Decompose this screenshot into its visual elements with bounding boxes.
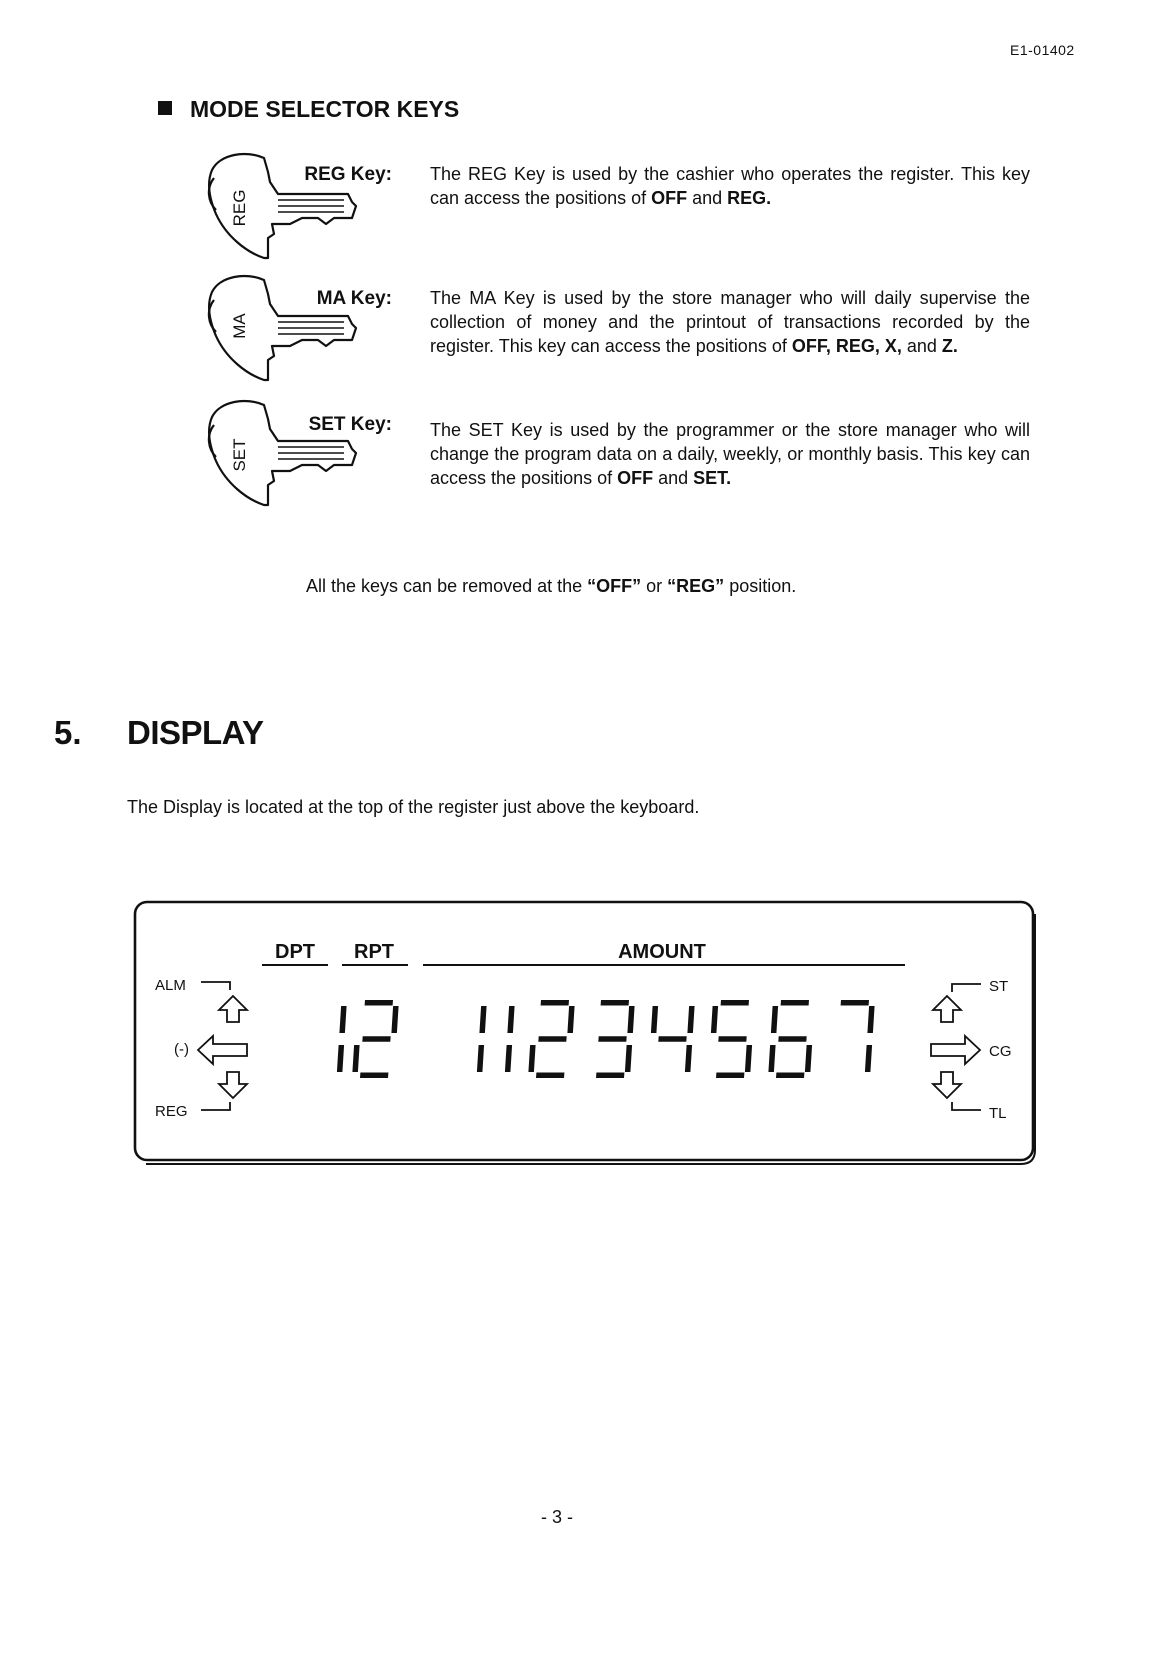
- segment-g: [362, 1036, 390, 1042]
- reg-down-arrow-icon: [219, 1072, 247, 1098]
- dpt-value-digit: [337, 1006, 347, 1072]
- dpt-value-digit: [352, 1000, 398, 1078]
- segment-a: [841, 1000, 869, 1006]
- segment-c: [625, 1045, 632, 1072]
- amount-value-digit: [841, 1000, 875, 1072]
- segment-c: [865, 1045, 872, 1072]
- segment-e: [528, 1045, 535, 1072]
- segment-g: [778, 1036, 806, 1042]
- minus-left-arrow-icon: [198, 1036, 247, 1064]
- segment-b: [567, 1006, 574, 1033]
- st-bracket: [952, 984, 981, 992]
- amount-value-digit: [596, 1000, 635, 1078]
- segment-g: [538, 1036, 566, 1042]
- rpt-header: RPT: [354, 941, 394, 963]
- segment-b: [687, 1006, 694, 1033]
- segment-b: [391, 1006, 398, 1033]
- segment-b: [339, 1006, 346, 1033]
- segment-a: [365, 1000, 393, 1006]
- segment-e: [768, 1045, 775, 1072]
- reg-key-description: The REG Key is used by the cashier who operates the register. This key can access the positions of OFF and REG.: [430, 164, 1030, 208]
- amount-value-digit: [528, 1000, 574, 1078]
- cg-label: CG: [989, 1043, 1012, 1060]
- key-stamp-set: SET: [230, 438, 249, 472]
- alm-bracket: [201, 982, 230, 990]
- amount-header: AMOUNT: [618, 941, 706, 963]
- segment-g: [598, 1036, 626, 1042]
- display-panel-shadow: [146, 914, 1035, 1164]
- set-key-icon: [206, 395, 366, 511]
- chapter-title: DISPLAY: [127, 714, 264, 751]
- ma-key-label: MA Key:: [316, 288, 392, 309]
- dpt-header: DPT: [275, 941, 315, 963]
- st-label: ST: [989, 978, 1009, 995]
- segment-a: [721, 1000, 749, 1006]
- segment-a: [541, 1000, 569, 1006]
- amount-value-digit: [505, 1006, 515, 1072]
- square-bullet-icon: [158, 101, 172, 115]
- set-key-description: The SET Key is used by the programmer or the store manager who will change the program data on a daily, weekly, or monthly basis. This key can access the positions of OFF and SET.: [430, 420, 1030, 488]
- segment-a: [601, 1000, 629, 1006]
- segment-d: [360, 1073, 388, 1079]
- tl-label: TL: [989, 1105, 1007, 1122]
- chapter-number: 5.: [54, 714, 82, 751]
- st-up-arrow-icon: [933, 996, 961, 1022]
- document-number: E1-01402: [1010, 42, 1075, 58]
- amount-value: [505, 1000, 875, 1078]
- key-removal-note: All the keys can be removed at the “OFF” or “REG” position.: [306, 576, 797, 596]
- set-key-label: SET Key:: [308, 414, 392, 435]
- key-stamp-ma: MA: [230, 313, 249, 339]
- section-heading: [158, 96, 459, 123]
- segment-c: [685, 1045, 692, 1072]
- segment-d: [776, 1073, 804, 1079]
- cg-right-arrow-icon: [931, 1036, 980, 1064]
- segment-d: [536, 1073, 564, 1079]
- segment-g: [658, 1036, 686, 1042]
- tl-bracket: [952, 1102, 981, 1110]
- amount-value-digit: [768, 1000, 812, 1078]
- segment-e: [352, 1045, 359, 1072]
- alm-label: ALM: [155, 977, 186, 994]
- segment-d: [716, 1073, 744, 1079]
- minus-label: (-): [174, 1041, 189, 1058]
- segment-b: [479, 1006, 486, 1033]
- rpt-value-digit: [477, 1006, 487, 1072]
- segment-c: [337, 1045, 344, 1072]
- segment-b: [627, 1006, 634, 1033]
- amount-value-digit: [651, 1006, 695, 1072]
- segment-d: [596, 1073, 624, 1079]
- amount-value-digit: [711, 1000, 752, 1078]
- alm-up-arrow-icon: [219, 996, 247, 1022]
- segment-c: [505, 1045, 512, 1072]
- reg-label: REG: [155, 1103, 188, 1120]
- seven-segment-digits: [337, 1000, 875, 1078]
- section-title: MODE SELECTOR KEYS: [190, 96, 460, 122]
- rpt-value: [477, 1006, 487, 1072]
- segment-g: [718, 1036, 746, 1042]
- segment-c: [745, 1045, 752, 1072]
- segment-c: [477, 1045, 484, 1072]
- segment-c: [805, 1045, 812, 1072]
- dpt-value: [337, 1000, 399, 1078]
- key-stamp-reg: REG: [230, 189, 249, 227]
- segment-f: [771, 1006, 778, 1033]
- display-description: The Display is located at the top of the register just above the keyboard.: [127, 797, 700, 817]
- segment-b: [507, 1006, 514, 1033]
- page-number: - 3 -: [541, 1507, 574, 1527]
- ma-key-description: The MA Key is used by the store manager who will daily supervise the collection of money and the printout of transactions recorded by the register. This key can access the positions of OFF, REG, X, and Z.: [430, 288, 1030, 356]
- segment-f: [651, 1006, 658, 1033]
- reg-bracket: [201, 1102, 230, 1110]
- display-panel-frame: [135, 902, 1033, 1160]
- segment-f: [711, 1006, 718, 1033]
- segment-b: [867, 1006, 874, 1033]
- reg-key-label: REG Key:: [304, 164, 392, 185]
- segment-a: [781, 1000, 809, 1006]
- tl-down-arrow-icon: [933, 1072, 961, 1098]
